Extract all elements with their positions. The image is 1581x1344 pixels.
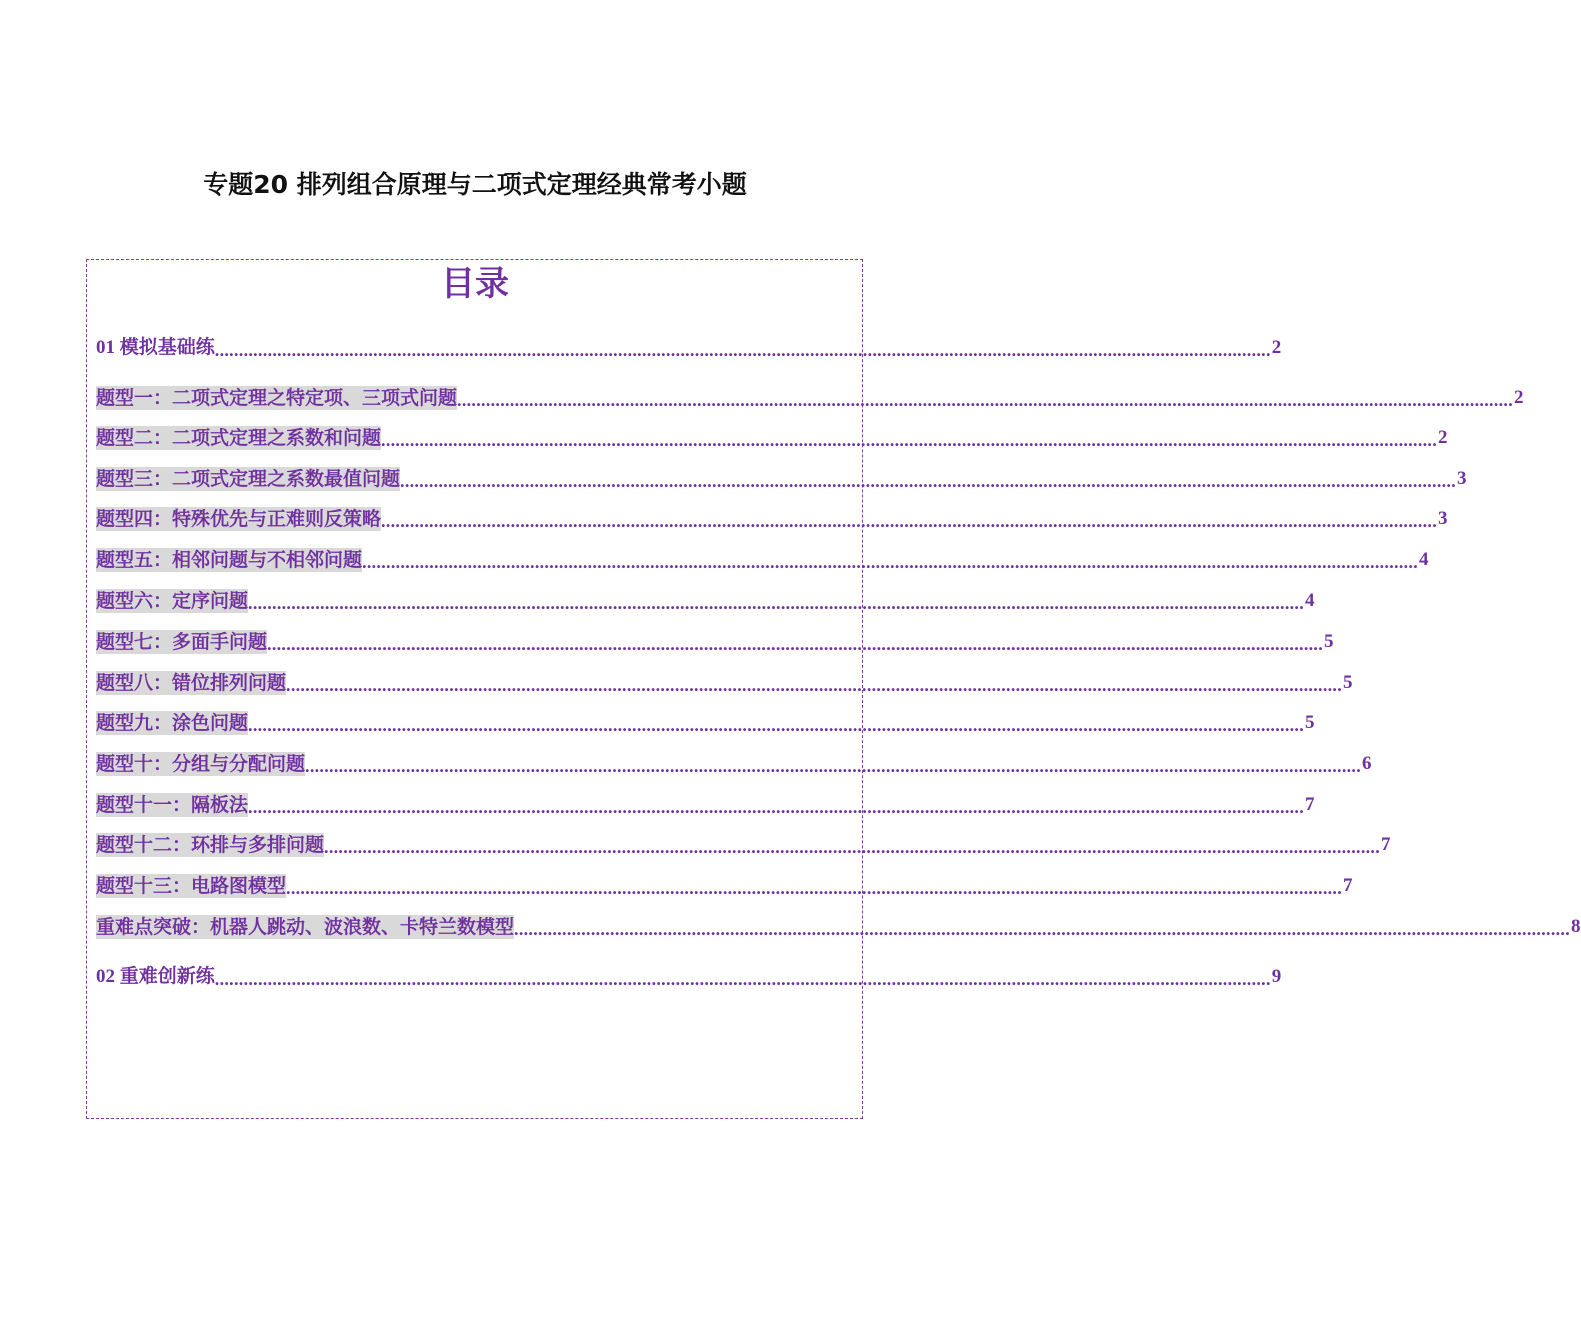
toc-page-number: 7 bbox=[1381, 834, 1391, 855]
toc-entry-type-5[interactable] bbox=[96, 544, 1429, 572]
toc-leader-dots: ............................................................................................................................................................................................................................ bbox=[286, 878, 1343, 898]
toc-entry-label: 题型十三：电路图模型 bbox=[96, 875, 287, 897]
toc-page-number: 3 bbox=[1457, 468, 1467, 489]
toc-entry-type-10[interactable] bbox=[96, 748, 1372, 776]
toc-entry-type-3[interactable] bbox=[96, 463, 1467, 491]
toc-entry-label: 题型三：二项式定理之系数最值问题 bbox=[96, 468, 401, 490]
toc-page-number: 5 bbox=[1305, 712, 1315, 733]
toc-page-number: 9 bbox=[1271, 966, 1282, 987]
toc-leader-dots: ............................................................................................................................................................................................................................ bbox=[400, 471, 1457, 491]
toc-page-number: 7 bbox=[1305, 794, 1315, 815]
toc-entry-type-4[interactable] bbox=[96, 503, 1448, 531]
toc-entry-label: 重难点突破：机器人跳动、波浪数、卡特兰数模型 bbox=[96, 916, 515, 938]
toc-entry-label: 题型七：多面手问题 bbox=[96, 631, 268, 653]
toc-leader-dots: ............................................................................................................................................................................................................................ bbox=[305, 756, 1362, 776]
toc-leader-dots: ............................................................................................................................................................................................................................ bbox=[381, 430, 1438, 450]
toc-entry-label: 题型四：特殊优先与正难则反策略 bbox=[96, 508, 382, 530]
toc-entry-label: 题型六：定序问题 bbox=[96, 590, 249, 612]
toc-entry-label: 题型十：分组与分配问题 bbox=[96, 753, 306, 775]
toc-entry-breakthrough[interactable] bbox=[96, 911, 1581, 939]
document-title: 专题20 排列组合原理与二项式定理经典常考小题 bbox=[203, 170, 747, 199]
toc-leader-dots: ............................................................................................................................................................................................................................ bbox=[248, 715, 1305, 735]
toc-heading: 目录 bbox=[441, 264, 509, 304]
toc-entry-label: 题型十二：环排与多排问题 bbox=[96, 834, 325, 856]
toc-leader-dots: ............................................................................................................................................................................................................................ bbox=[514, 919, 1571, 939]
toc-entry-label: 题型五：相邻问题与不相邻问题 bbox=[96, 549, 363, 571]
toc-entry-type-11[interactable] bbox=[96, 789, 1315, 817]
toc-entry-label: 题型九：涂色问题 bbox=[96, 712, 249, 734]
toc-entry-basic-practice[interactable] bbox=[96, 332, 1282, 360]
toc-page-number: 5 bbox=[1324, 631, 1334, 652]
toc-leader-dots: ............................................................................................................................................................................................................................ bbox=[267, 634, 1324, 654]
toc-entry-label: 02 重难创新练 bbox=[96, 966, 215, 987]
toc-entry-type-6[interactable] bbox=[96, 585, 1315, 613]
toc-entry-type-9[interactable] bbox=[96, 707, 1315, 735]
toc-entry-type-2[interactable] bbox=[96, 422, 1448, 450]
toc-entry-type-7[interactable] bbox=[96, 626, 1334, 654]
toc-entry-label: 题型二：二项式定理之系数和问题 bbox=[96, 427, 382, 449]
toc-leader-dots: ............................................................................................................................................................................................................................ bbox=[381, 511, 1438, 531]
toc-page-number: 6 bbox=[1362, 753, 1372, 774]
toc-leader-dots: ............................................................................................................................................................................................................................ bbox=[324, 837, 1381, 857]
toc-page-number: 4 bbox=[1419, 549, 1429, 570]
toc-leader-dots: ............................................................................................................................................................................................................................ bbox=[362, 552, 1419, 572]
toc-page-number: 8 bbox=[1571, 916, 1581, 937]
toc-page-number: 2 bbox=[1438, 427, 1448, 448]
toc-entry-type-8[interactable] bbox=[96, 667, 1353, 695]
toc-leader-dots: ............................................................................................................................................................................................................................ bbox=[248, 593, 1305, 613]
toc-leader-dots: ............................................................................................................................................................................................................................ bbox=[214, 969, 1271, 989]
toc-entry-label: 题型十一：隔板法 bbox=[96, 794, 249, 816]
toc-entry-innovation-practice[interactable] bbox=[96, 961, 1282, 989]
toc-page-number: 2 bbox=[1514, 387, 1524, 408]
toc-entry-label: 01 模拟基础练 bbox=[96, 337, 215, 358]
toc-leader-dots: ............................................................................................................................................................................................................................ bbox=[286, 675, 1343, 695]
toc-entry-type-12[interactable] bbox=[96, 829, 1391, 857]
toc-page-number: 2 bbox=[1271, 337, 1282, 358]
toc-entry-label: 题型八：错位排列问题 bbox=[96, 672, 287, 694]
toc-leader-dots: ............................................................................................................................................................................................................................ bbox=[457, 390, 1514, 410]
toc-page-number: 4 bbox=[1305, 590, 1315, 611]
toc-entry-label: 题型一：二项式定理之特定项、三项式问题 bbox=[96, 387, 458, 409]
toc-page-number: 3 bbox=[1438, 508, 1448, 529]
toc-entry-type-13[interactable] bbox=[96, 870, 1353, 898]
toc-leader-dots: ............................................................................................................................................................................................................................ bbox=[248, 797, 1305, 817]
toc-page-number: 5 bbox=[1343, 672, 1353, 693]
toc-leader-dots: ............................................................................................................................................................................................................................ bbox=[214, 340, 1271, 360]
toc-entry-type-1[interactable] bbox=[96, 382, 1524, 410]
toc-page-number: 7 bbox=[1343, 875, 1353, 896]
